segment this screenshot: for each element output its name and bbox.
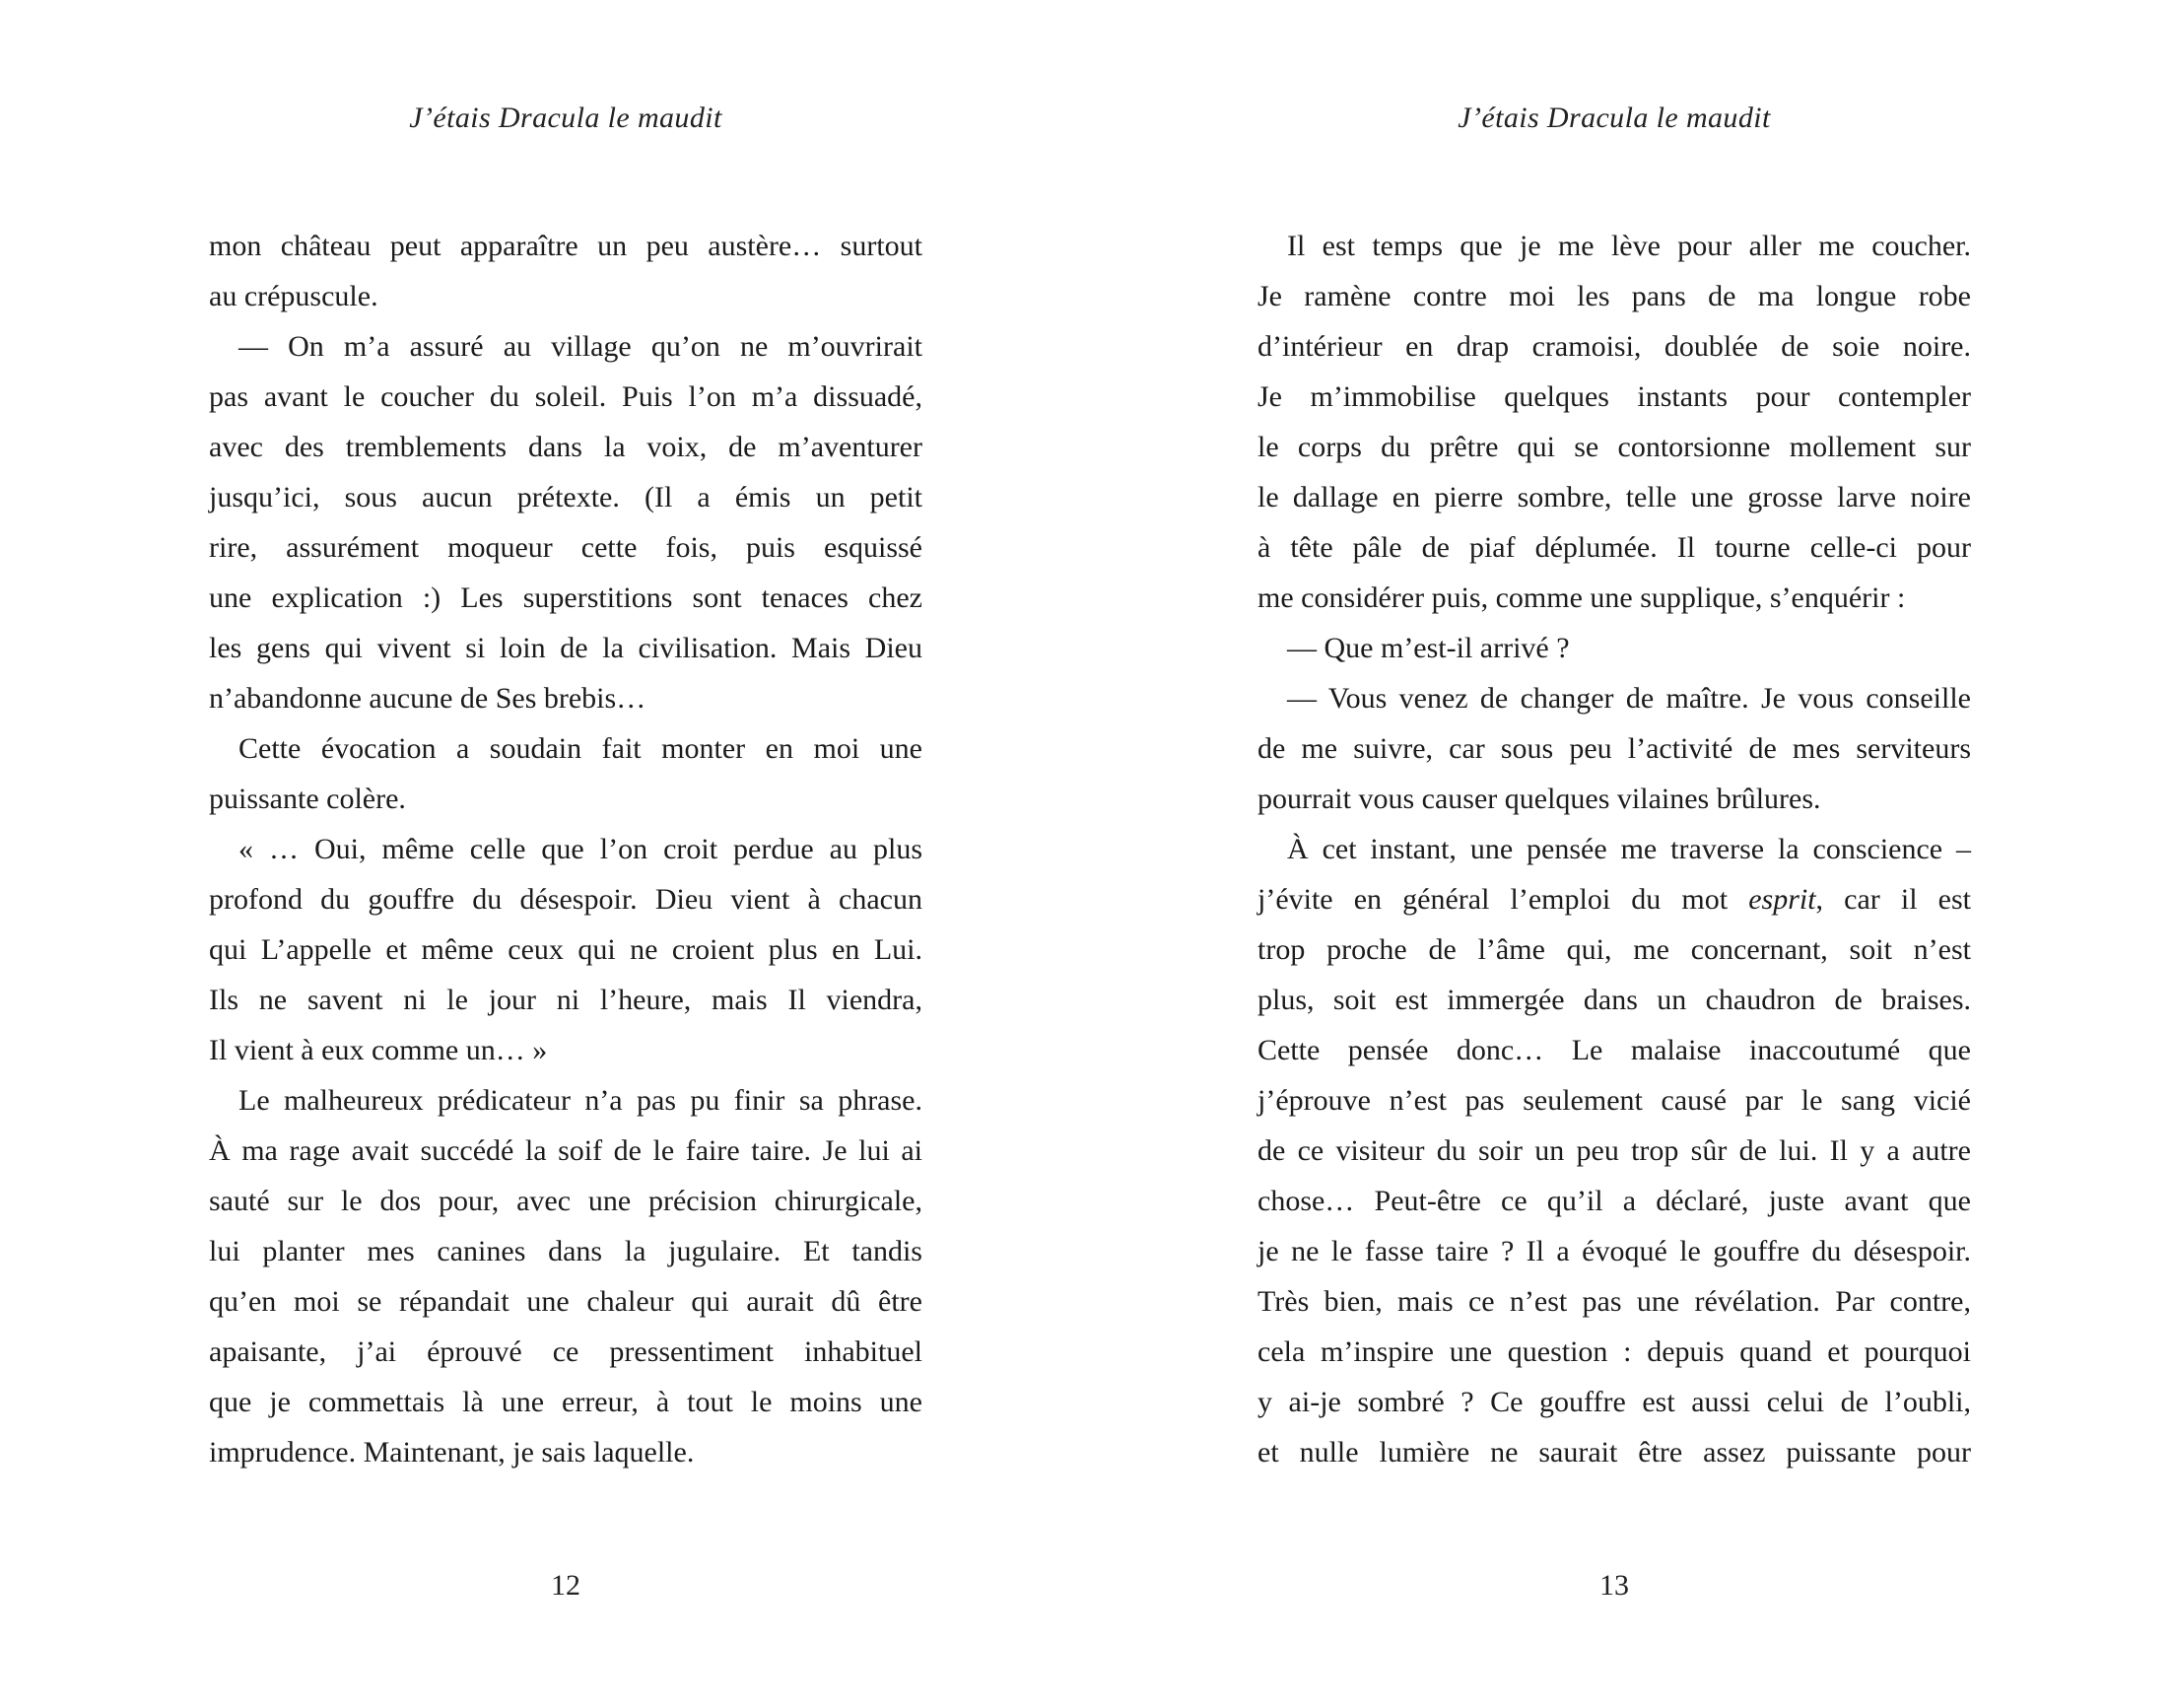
text-line: Le malheureux prédicateur n’a pas pu finir sa phrase. [238,1084,922,1117]
text-line: Cette évocation a soudain fait monter en moi une [238,732,922,765]
text-line: trop proche de l’âme qui, me concernant, soit n’est [1257,933,1971,966]
text-line: rire, assurément moqueur cette fois, puis esquissé [209,531,922,564]
page-left [209,0,922,1708]
text-line: les gens qui vivent si loin de la civilisation. Mais Dieu [209,632,922,664]
text-line: j’évite en général l’emploi du mot esprit, car il est [1257,883,1971,916]
text-line: lui planter mes canines dans la jugulaire. Et tandis [209,1235,922,1267]
text-line: puissante colère. [209,783,406,815]
text-line: Il est temps que je me lève pour aller me coucher. [1287,230,1971,262]
text-line: À ma rage avait succédé la soif de le faire taire. Je lui ai [209,1134,922,1167]
running-header: J’étais Dracula le maudit [409,102,722,134]
text-line: plus, soit est immergée dans un chaudron de braises. [1257,984,1971,1016]
page-number: 13 [1599,1569,1629,1602]
text-line: « … Oui, même celle que l’on croit perdue au plus [238,833,922,865]
text-line: pas avant le coucher du soleil. Puis l’on m’a dissuadé, [209,380,922,413]
text-line: d’intérieur en drap cramoisi, doublée de soie noire. [1257,330,1971,363]
text-line: une explication :) Les superstitions sont tenaces chez [209,581,922,614]
text-line: qui L’appelle et même ceux qui ne croient plus en Lui. [209,933,922,966]
text-line: le dallage en pierre sombre, telle une grosse larve noire [1257,481,1971,513]
text-block-right [1257,221,1971,1477]
text-line: cela m’inspire une question : depuis quand et pourquoi [1257,1335,1971,1368]
text-line: — On m’a assuré au village qu’on ne m’ouvrirait [238,330,922,363]
text-line: Cette pensée donc… Le malaise inaccoutumé que [1257,1034,1971,1066]
text-line: avec des tremblements dans la voix, de m’aventurer [209,431,922,463]
text-line: imprudence. Maintenant, je sais laquelle. [209,1436,695,1469]
page-right [1257,0,1971,1708]
text-line: — Que m’est-il arrivé ? [1287,632,1570,664]
text-line: mon château peut apparaître un peu austère… surtout [209,230,922,262]
text-line: apaisante, j’ai éprouvé ce pressentiment inhabituel [209,1335,922,1368]
running-header: J’étais Dracula le maudit [1458,102,1771,134]
text-line: me considérer puis, comme une supplique, s’enquérir : [1257,581,1906,614]
text-line: n’abandonne aucune de Ses brebis… [209,682,646,715]
text-line: jusqu’ici, sous aucun prétexte. (Il a émis un petit [209,481,922,513]
text-line: de ce visiteur du soir un peu trop sûr de lui. Il y a autre [1257,1134,1971,1167]
text-line: sauté sur le dos pour, avec une précision chirurgicale, [209,1185,922,1217]
text-line: je ne le fasse taire ? Il a évoqué le gouffre du désespoir. [1257,1235,1971,1267]
text-line: j’éprouve n’est pas seulement causé par le sang vicié [1257,1084,1971,1117]
text-line: y ai-je sombré ? Ce gouffre est aussi celui de l’oubli, [1257,1386,1971,1418]
text-line: Je m’immobilise quelques instants pour contempler [1257,380,1971,413]
text-line: le corps du prêtre qui se contorsionne mollement sur [1257,431,1971,463]
text-block-left [209,221,922,1477]
text-line: à tête pâle de piaf déplumée. Il tourne celle-ci pour [1257,531,1971,564]
text-line: et nulle lumière ne saurait être assez puissante pour [1257,1436,1971,1469]
text-line: Très bien, mais ce n’est pas une révélation. Par contre, [1257,1285,1971,1318]
text-line: au crépuscule. [209,280,378,312]
text-line: — Vous venez de changer de maître. Je vous conseille [1287,682,1971,715]
text-line: À cet instant, une pensée me traverse la conscience – [1287,833,1971,865]
text-line: que je commettais là une erreur, à tout le moins une [209,1386,922,1418]
text-line: Il vient à eux comme un… » [209,1034,548,1066]
text-line: pourrait vous causer quelques vilaines brûlures. [1257,783,1821,815]
text-line: qu’en moi se répandait une chaleur qui aurait dû être [209,1285,922,1318]
italic-word: esprit [1748,883,1816,916]
text-line: profond du gouffre du désespoir. Dieu vient à chacun [209,883,922,916]
text-line: Je ramène contre moi les pans de ma longue robe [1257,280,1971,312]
text-line: chose… Peut-être ce qu’il a déclaré, juste avant que [1257,1185,1971,1217]
text-line: Ils ne savent ni le jour ni l’heure, mais Il viendra, [209,984,922,1016]
text-line: de me suivre, car sous peu l’activité de mes serviteurs [1257,732,1971,765]
page-number: 12 [551,1569,580,1602]
